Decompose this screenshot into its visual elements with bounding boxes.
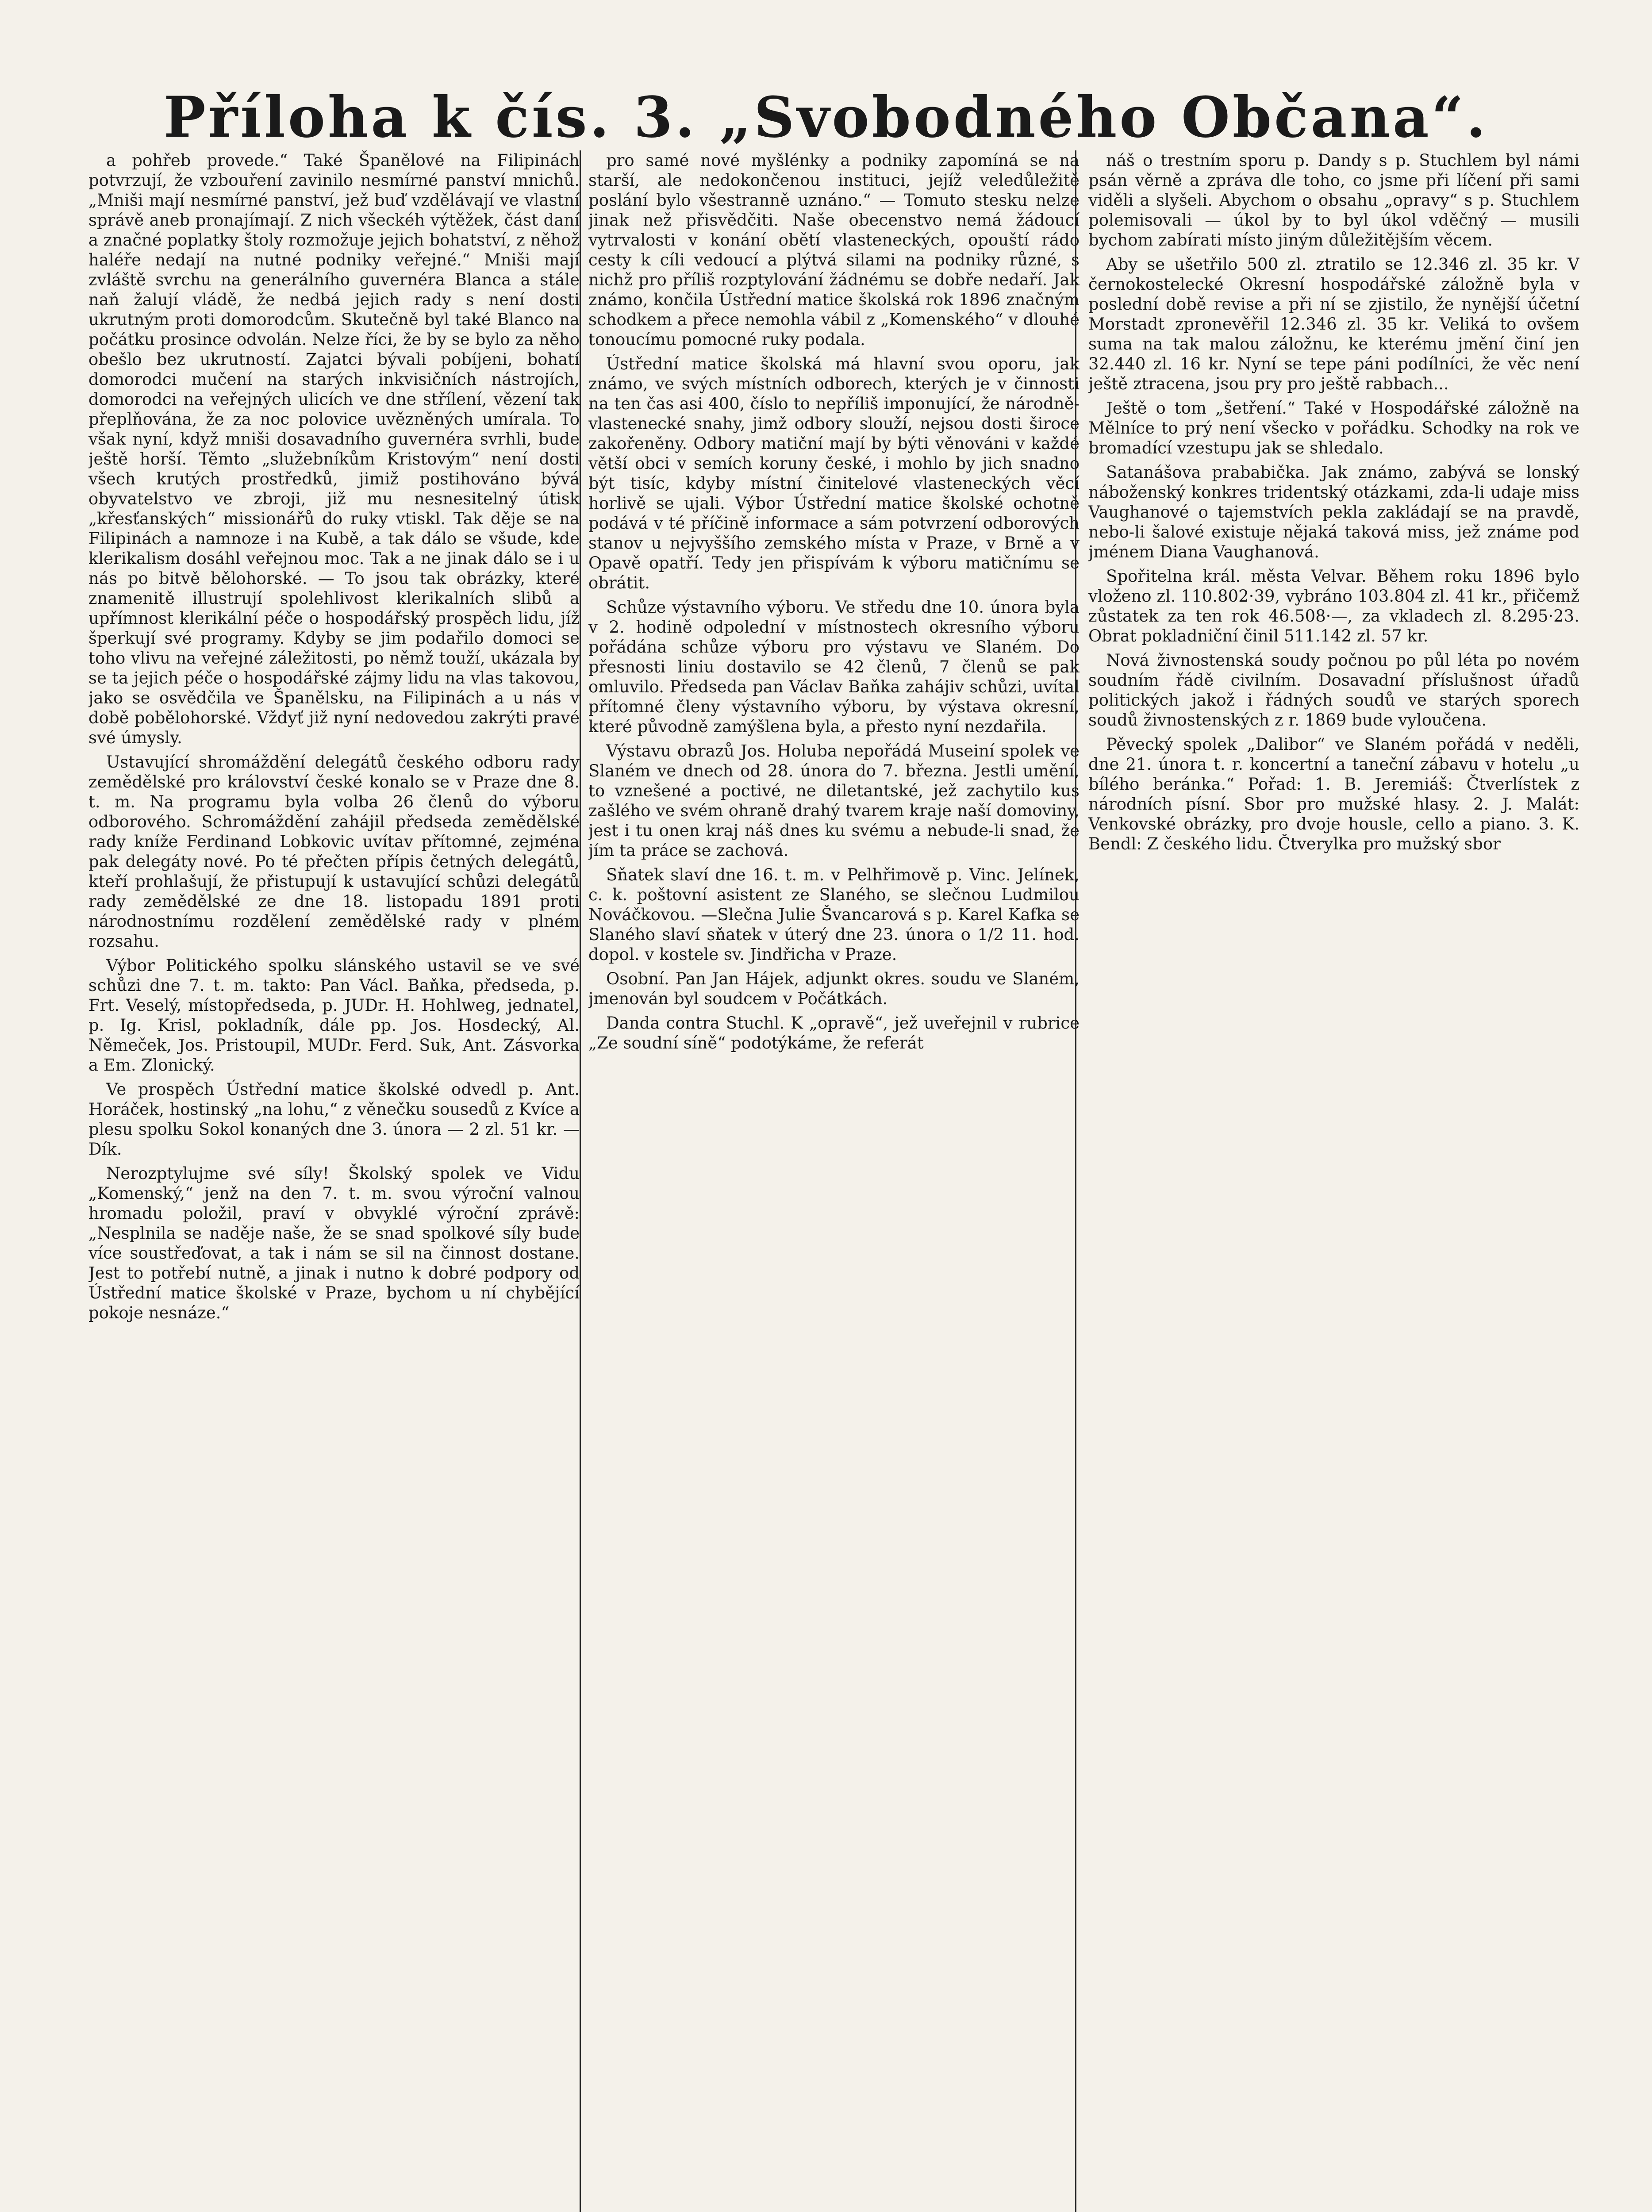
article-paragraph: Danda contra Stuchl. K „opravě“, jež uveřejnil v rubrice „Ze soudní síně“ podotýkáme, že referát	[588, 1014, 1080, 1052]
article-paragraph: Spořitelna král. města Velvar. Během roku 1896 bylo vloženo zl. 110.802·39, vybráno 103.804 zl. 41 kr., přičemž zůstatek za ten rok 46.508·—, za vkladech zl. 8.295·23. Obrat pokladniční činil 511.142 zl. 57 kr.	[1088, 567, 1579, 645]
article-paragraph: Nová živnostenská soudy počnou po půl léta po novém soudním řádě civilním. Dosavadní příslušnost úřadů politických jakož i řádných soudů ve starých sporech soudů živnostenských z r. 1869 bude vyloučena.	[1088, 651, 1579, 730]
article-paragraph: Ustavující shromáždění delegátů českého odboru rady zemědělské pro království české konalo se v Praze dne 8. t. m. Na programu byla volba 26 členů do výboru odborového. Schromáždění zahájil předseda zemědělské rady kníže Ferdinand Lobkovic uvítav přítomné, zejména pak delegáty nové. Po té přečten přípis četných delegátů, kteří prohlašují, že přistupují k ustavující schůzi delegátů rady zemědělské ze dne 18. listopadu 1891 proti národnostnímu rozdělení zemědělské rady v plném rozsahu.	[88, 753, 580, 951]
article-columns	[88, 150, 1633, 2212]
article-paragraph: Ve prospěch Ústřední matice školské odvedl p. Ant. Horáček, hostinský „na lohu,“ z věnečku sousedů z Kvíce a plesu spolku Sokol konaných dne 3. února — 2 zl. 51 kr. — Dík.	[88, 1080, 580, 1159]
article-paragraph: a pohřeb provede.“ Také Španělové na Filipinách potvrzují, že vzbouření zavinilo nesmírné panství mnichů. „Mniši mají nesmírné panství, jež buď vzdělávají ve vlastní správě aneb pronajímají. Z nich všeckéh výtěžek, část daní a značné poplatky štoly rozmožuje jejich bohatství, z něhož haléře nedají na nutné podniky veřejné.“ Mniši mají zvláště svrchu na generálního guvernéra Blanca a stále naň žalují vládě, že nedbá jejich rady s není dosti ukrutným proti domorodcům. Skutečně byl také Blanco na počátku prosince odvolán. Nelze říci, že by se bylo za něho obešlo bez ukrutností. Zajatci bývali pobíjeni, bohatí domorodci mučení na starých inkvisičních nástrojích, domorodci na veřejných ulicích ve dne střílení, vězení tak přeplňována, že za noc polovice uvězněných umírala. To však nyní, když mniši dosavadního guvernéra svrhli, bude ještě horší. Těmto „služebníkům Kristovým“ není dosti všech krutých prostředků, jimiž postihováno bývá obyvatelstvo ve zbroji, již mu nesnesitelný útisk „křesťanských“ missionářů do ruky vtiskl. Tak děje se na Filipinách a namnoze i na Kubě, a tak dálo se všude, kde klerikalism dosáhl veřejnou moc. Tak a ne jinak dálo se i u nás po bitvě bělohorské. — To jsou tak obrázky, které znamenitě illustrují spolehlivost klerikalních slibů a upřímnost klerikální péče o hospodářský prospěch lidu, jíž šperkují své programy. Kdyby se jim podařilo domoci se toho vlivu na veřejné záležitosti, po němž touží, ukázala by se ta jejich péče o hospodářské zájmy lidu na vlas takovou, jako se osvědčila ve Španělsku, na Filipinách a u nás v době pobělohorské. Vždyť již nyní nedovedou zakrýti pravé své úmysly.	[88, 151, 580, 747]
column-3	[1088, 150, 1579, 2212]
article-paragraph: Výbor Politického spolku slánského ustavil se ve své schůzi dne 7. t. m. takto: Pan Václ. Baňka, předseda, p. Frt. Veselý, místopředseda, p. JUDr. H. Hohlweg, jednatel, p. Ig. Krisl, pokladník, dále pp. Jos. Hosdecký, Al. Němeček, Jos. Pristoupil, MUDr. Ferd. Suk, Ant. Zásvorka a Em. Zlonický.	[88, 956, 580, 1075]
article-paragraph: Aby se ušetřilo 500 zl. ztratilo se 12.346 zl. 35 kr. V černokostelecké Okresní hospodářské záložně byla v poslední době revise a při ní se zjistilo, že nynější účetní Morstadt zpronevěřil 12.346 zl. 35 kr. Veliká to ovšem suma na tak malou záložnu, ke kterému jmění činí jen 32.440 zl. 16 kr. Nyní se tepe páni podílníci, že věc není ještě ztracena, jsou pry pro ještě rabbach...	[1088, 255, 1579, 393]
article-paragraph: Nerozptylujme své síly! Školský spolek ve Vidu „Komenský,“ jenž na den 7. t. m. svou výroční valnou hromadu položil, praví v obvyklé výroční zprávě: „Nesplnila se naděje naše, že se snad spolkové síly bude více soustřeďovat, a tak i nám se sil na činnost dostane. Jest to potřebí nutně, a jinak i nutno k dobré podpory od Ústřední matice školské v Praze, bychom u ní chybějící pokoje nesnáze.“	[88, 1164, 580, 1322]
article-paragraph: Ústřední matice školská má hlavní svou oporu, jak známo, ve svých místních odborech, kterých je v činnosti na ten čas asi 400, číslo to nepříliš imponující, že národně-vlastenecké snahy, jimž odbory slouží, nejsou dosti široce zakořeněny. Odbory matiční mají by býti věnováni v každé větší obci v semích koruny české, i mohlo by jich snadno být tisíc, kdyby místní činitelové vlasteneckých věcí horlivě se ujali. Výbor Ústřední matice školské ochotně podává v té příčině informace a sám potvrzení odborových stanov u nejvyššího zemského místa v Praze, v Brně a v Opavě opatří. Tedy jen přispívám k výboru matičnímu se obrátit.	[588, 354, 1080, 592]
article-paragraph: Výstavu obrazů Jos. Holuba nepořádá Museiní spolek ve Slaném ve dnech od 28. února do 7. března. Jestli umění, to vznešené a poctivé, ne diletantské, jež zachytilo kus zašlého ve svém ohraně drahý tvarem kraje naší domoviny, jest i tu onen kraj náš dnes ku svému a nebude-li snad, že jím ta práce se zachová.	[588, 741, 1080, 860]
article-paragraph: Schůze výstavního výboru. Ve středu dne 10. února byla v 2. hodině odpolední v místnostech okresního výboru pořádána schůze výboru pro výstavu ve Slaném. Do přesnosti liniu dostavilo se 42 členů, 7 členů se pak omluvilo. Předseda pan Václav Baňka zahájiv schůzi, uvítal přítomné členy výstavního výboru, by výstava okresní, které původně zamýšlena byla, a přesto nyní nezdařila.	[588, 598, 1080, 736]
article-paragraph: Ještě o tom „šetření.“ Také v Hospodářské záložně na Mělníce to prý není všecko v pořádku. Schodky na rok ve bromadící vzestupu jak se shledalo.	[1088, 399, 1579, 457]
article-paragraph: Satanášova prababička. Jak známo, zabývá se lonský náboženský konkres tridentský otázkami, zda-li udaje miss Vaughanové o tajemstvích pekla zakládají se na pravdě, nebo-li šalové existuje nějaká taková miss, jež známe pod jménem Diana Vaughanová.	[1088, 463, 1579, 561]
article-paragraph: Sňatek slaví dne 16. t. m. v Pelhřimově p. Vinc. Jelínek, c. k. poštovní asistent ze Slaného, se slečnou Ludmilou Nováčkovou. —Slečna Julie Švancarová s p. Karel Kafka se Slaného slaví sňatek v úterý dne 23. února o 1/2 11. hod. dopol. v kostele sv. Jindřicha v Praze.	[588, 865, 1080, 964]
article-paragraph: Osobní. Pan Jan Hájek, adjunkt okres. soudu ve Slaném, jmenován byl soudcem v Počátkách.	[588, 969, 1080, 1008]
column-1	[88, 150, 580, 2212]
column-2	[588, 150, 1080, 2212]
article-paragraph: pro samé nové myšlénky a podniky zapomíná se na starší, ale nedokončenou instituci, jejíž veledůležitě poslání bylo všestranně uznáno.“ — Tomuto stesku nelze jinak než přisvědčiti. Naše obecenstvo nemá žádoucí vytrvalosti v konání obětí vlasteneckých, opouští rádo cesty k cíli vedoucí a plýtvá silami na podniky různé, s nichž pro příliš rozptylování žádnému se dobře nedaří. Jak známo, končila Ústřední matice školská rok 1896 značným schodkem a přece nemohla vábil z „Komenského“ v dlouhé tonoucímu pomocné ruky podala.	[588, 151, 1080, 349]
article-paragraph: Pěvecký spolek „Dalibor“ ve Slaném pořádá v neděli, dne 21. února t. r. koncertní a taneční zábavu v hotelu „u bílého beránka.“ Pořad: 1. B. Jeremiáš: Čtverlístek z národních písní. Sbor pro mužské hlasy. 2. J. Malát: Venkovské obrázky, pro dvoje housle, cello a piano. 3. K. Bendl: Z českého lidu. Čtverylka pro mužský sbor	[1088, 735, 1579, 853]
article-paragraph: náš o trestním sporu p. Dandy s p. Stuchlem byl námi psán věrně a zpráva dle toho, co jsme při líčení při sami viděli a slyšeli. Abychom o obsahu „opravy“ s p. Stuchlem polemisovali — úkol by to byl úkol vděčný — musili bychom zabírati místo jiným důležitějším věcem.	[1088, 151, 1579, 250]
page-title: Příloha k čís. 3. „Svobodného Občana“.	[164, 84, 1488, 150]
